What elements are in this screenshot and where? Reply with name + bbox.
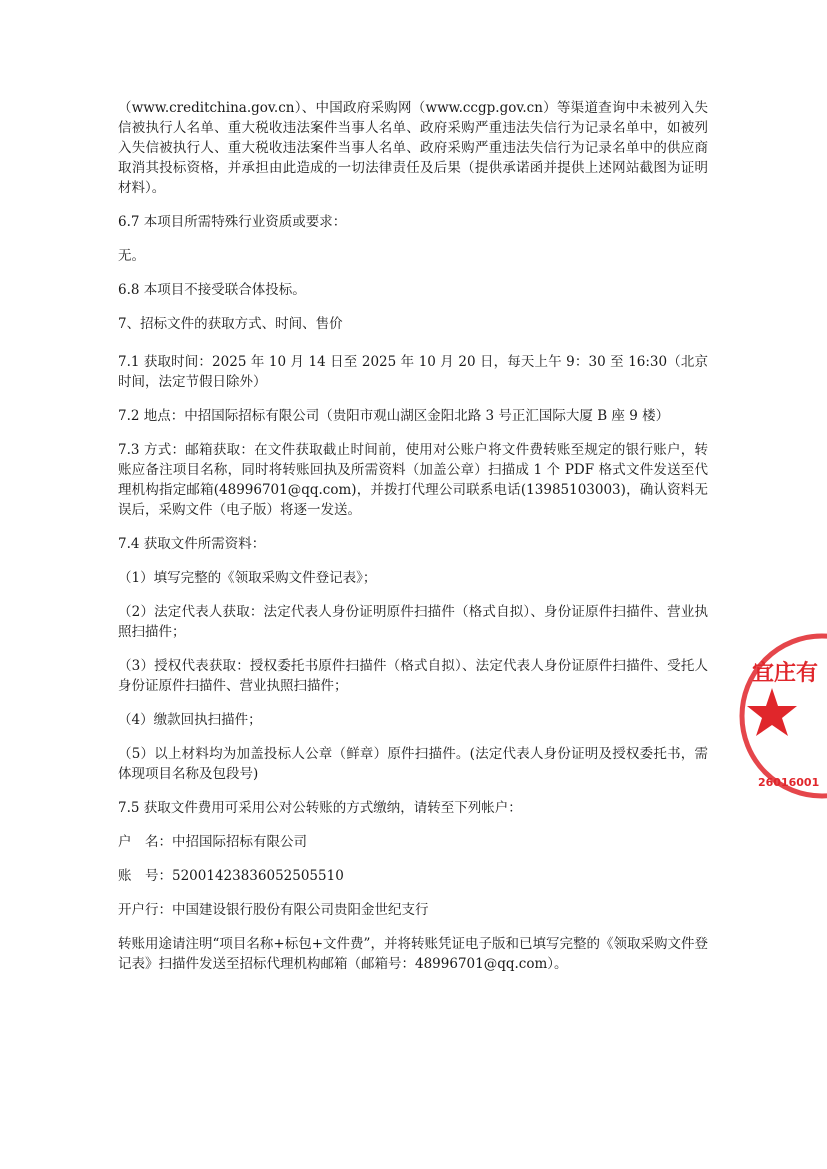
list-item-1: （1）填写完整的《领取采购文件登记表》； xyxy=(118,570,377,586)
paragraph-7-2: 7.2 地点：中招国际招标有限公司（贵阳市观山湖区金阳北路 3 号正汇国际大厦 B 座 9 楼） xyxy=(118,408,670,424)
paragraph-transfer-note: 转账用途请注明“项目名称+标包+文件费”，并将转账凭证电子版和已填写完整的《领取采购文件登记表》扫描件发送至招标代理机构邮箱（邮箱号：48996701@qq.com）。 xyxy=(118,936,708,972)
document-body xyxy=(118,98,708,974)
paragraph-none: 无。 xyxy=(118,248,145,264)
paragraph-6-8: 6.8 本项目不接受联合体投标。 xyxy=(118,282,306,298)
account-bank: 开户行：中国建设银行股份有限公司贵阳金世纪支行 xyxy=(118,902,429,918)
company-seal xyxy=(722,628,827,808)
paragraph-7-5: 7.5 获取文件费用可采用公对公转账的方式缴纳，请转至下列帐户： xyxy=(118,800,522,816)
list-item-2: （2）法定代表人获取：法定代表人身份证明原件扫描件（格式自拟）、身份证原件扫描件、营业执照扫描件； xyxy=(118,604,708,640)
account-name: 户 名：中招国际招标有限公司 xyxy=(118,834,307,850)
account-number: 账 号：52001423836052505510 xyxy=(118,868,344,884)
paragraph-7-4: 7.4 获取文件所需资料： xyxy=(118,536,266,552)
list-item-3: （3）授权代表获取：授权委托书原件扫描件（格式自拟）、法定代表人身份证原件扫描件、受托人身份证原件扫描件、营业执照扫描件； xyxy=(118,658,708,694)
paragraph-7-3: 7.3 方式：邮箱获取：在文件获取截止时间前，使用对公账户将文件费转账至规定的银行账户，转账应备注项目名称，同时将转账回执及所需资料（加盖公章）扫描成 1 个 PDF 格式文件发送至代理机构指定邮箱(48996701@qq.com)，并拨打代理公司联系电话(13985103003)，确认资料无误后，采购文件（电子版）将逐一发送。 xyxy=(118,442,708,518)
seal-text: 宜庄有 xyxy=(752,661,819,686)
paragraph-6-7: 6.7 本项目所需特殊行业资质或要求： xyxy=(118,214,347,230)
seal-graphic xyxy=(722,628,827,808)
paragraph-7-1: 7.1 获取时间：2025 年 10 月 14 日至 2025 年 10 月 20 日，每天上午 9：30 至 16:30（北京时间，法定节假日除外） xyxy=(118,354,708,390)
list-item-4: （4）缴款回执扫描件； xyxy=(118,712,262,728)
paragraph-credit-check: （www.creditchina.gov.cn）、中国政府采购网（www.ccgp.gov.cn）等渠道查询中未被列入失信被执行人名单、重大税收违法案件当事人名单、政府采购严重违法失信行为记录名单中，如被列入失信被执行人、重大税收违法案件当事人名单、政府采购严重违法失信行为记录名单中的供应商取消其投标资格，并承担由此造成的一切法律责任及后果（提供承诺函并提供上述网站截图为证明材料）。 xyxy=(118,100,708,196)
seal-number: 26016001 xyxy=(758,776,820,789)
section-heading-7: 7、招标文件的获取方式、时间、售价 xyxy=(118,316,343,332)
star-icon xyxy=(747,688,797,736)
list-item-5: （5）以上材料均为加盖投标人公章（鲜章）原件扫描件。(法定代表人身份证明及授权委托书，需体现项目名称及包段号) xyxy=(118,746,708,782)
